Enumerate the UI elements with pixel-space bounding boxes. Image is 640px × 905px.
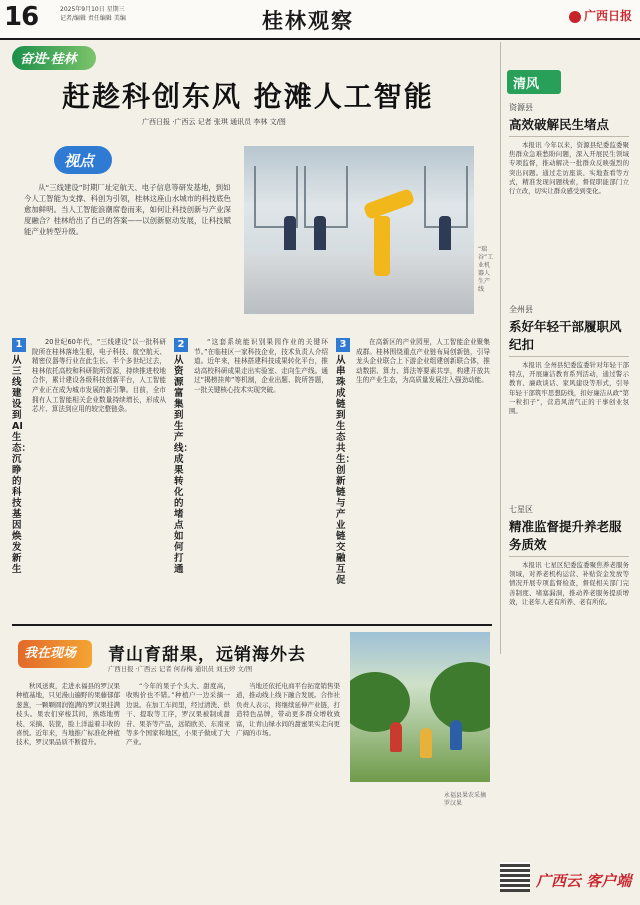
feature-byline: 广西日报 ·广西云 记者 何春梅 通讯员 刘玉婷 文/图 <box>108 665 253 673</box>
feature-badge <box>18 636 98 672</box>
section-column-1 <box>12 338 168 620</box>
paper-name: 广西日报 <box>583 9 632 23</box>
rail-title: 高效破解民生堵点 <box>509 115 629 137</box>
feature-text-col-3: 当地还依托电商平台拓宽销售渠道，推动线上线下融合发展。合作社负责人表示，将继续延伸产业链，打造特色品牌，带动更多群众增收致富，让青山绿水间的甜蜜果实走向更广阔的市场。 <box>236 682 340 738</box>
intro-text: 从“三线建设”时期厂址定航天、电子信息等研发基地，到如今人工智能为支撑、科创为引领，桂林这座山水城市的科技底色愈加鲜明。当人工智能浪潮席卷而来，如何让科技创新与产业深度融合？桂林给出了自己的答案——以创新驱动发展，让科技赋能产业转型升级。 <box>24 183 231 236</box>
app-name: 广西云 客户端 <box>536 872 632 890</box>
paper-logo <box>569 7 632 24</box>
section-heading-text: 从三线建设到AI生态：沉睁的科技基因焕发新生 <box>12 355 32 575</box>
section-text: “这套系统能识别果园作业的关键环节。”在临桂区一家科技企业，技术负责人介绍道。近年来，桂林搭建科技成果转化平台，推动高校科研成果走出实验室、走向生产线。通过“揭榜挂帅”等机制，企业出题、院所答题，一批关键核心技术实现突破。 <box>194 338 328 394</box>
feature-text-col-1: 秋风送爽，走进永福县的罗汉果种植基地，只见漫山遍野的果藤郁郁葱葱，一颗颗圆润饱满的罗汉果挂满枝头。果农们穿梭其间，熟练地剪枝、采摘、装筐，脸上洋溢着丰收的喜悦。近年来，当地推广标准化种植技术，罗汉果品质不断提升。 <box>16 682 120 747</box>
section-text: 在高新区的产业园里，人工智能企业聚集成群。桂林围绕重点产业链布局创新链，引导龙头企业联合上下游企业组建创新联合体，推动数据、算力、算法等要素共享，构建开放共生的产业生态，为高质量发展注入强劲动能。 <box>356 338 490 385</box>
lead-body <box>12 338 492 620</box>
section-number: 1 <box>12 338 26 352</box>
qr-code-icon <box>500 862 530 892</box>
robot-arm-base <box>374 216 390 276</box>
rail-badge-text: 清风 <box>513 77 540 92</box>
worker-figure <box>314 216 326 250</box>
section-heading-text: 从资源富集到生产线：成果转化的堵点如何打通 <box>174 355 194 575</box>
section-title: 桂林观察 <box>262 8 354 33</box>
worker-figure <box>284 216 296 250</box>
shelf-rack <box>304 166 348 228</box>
section-text: 20世纪60年代，“三线建设”以一批科研院所在桂林落地生根，电子科技、航空航天、精密仪器等行业在此生长。半个多世纪过去，桂林依托高校和科研院所资源，持续推进校地合作，累计建设各级科技创新平台，人工智能产业正在成为城市发展的新引擎。目前，全市拥有人工智能相关企业数量持续增长，形成从芯片、算法到应用的较完整链条。 <box>32 338 166 414</box>
rail-badge <box>507 70 561 94</box>
section-number: 2 <box>174 338 188 352</box>
page-number: 16 <box>4 2 39 32</box>
masthead-meta <box>60 5 126 23</box>
rail-title: 系好年轻干部履职风纪扣 <box>509 317 629 357</box>
robot-arm-limb <box>363 188 415 220</box>
worker-figure <box>439 216 451 250</box>
farmer-figure <box>420 728 432 758</box>
intro-badge-text: 视点 <box>64 152 95 170</box>
lead-photo-caption: “瑞谷”工业机器人生产线 <box>478 246 494 293</box>
rail-text: 本报讯 全州县纪委监委针对年轻干部特点，开展廉洁教育系列活动，通过警示教育、廉政谈话、家风建设等形式，引导年轻干部筑牢思想防线，扣好廉洁从政“第一粒扣子”，营造风清气正的干事创业氛围。 <box>509 361 629 416</box>
masthead-bar <box>0 0 640 40</box>
sun-icon <box>569 11 581 23</box>
intro-badge <box>54 146 124 176</box>
feature-photo-caption: 永福县果农采摘罗汉果 <box>444 792 487 807</box>
robot-arm-image <box>354 186 424 276</box>
section-heading-text: 从串珠成链到生态共生：创新链与产业链交融互促 <box>336 355 356 586</box>
app-logo <box>500 860 636 900</box>
farmer-figure <box>390 722 402 752</box>
right-rail <box>500 42 633 654</box>
column-badge-text: 奋进·桂林 <box>20 52 77 67</box>
section-column-2 <box>174 338 330 620</box>
rail-dek: 全州县 <box>509 305 533 314</box>
farmer-figure <box>450 720 462 750</box>
rail-dek: 资源县 <box>509 103 533 112</box>
rail-article-3 <box>509 504 629 700</box>
rail-text: 本报讯 七星区纪委监委聚焦养老服务领域，对养老机构运营、补贴资金发放等情况开展专项监督检查，督促相关部门完善制度、堵塞漏洞，推动养老服务提质增效，让老年人老有所养、老有所依。 <box>509 561 629 606</box>
column-badge <box>12 42 132 72</box>
feature-badge-text: 我在现场 <box>24 646 77 661</box>
lead-title: 赶趁科创东风 抢滩人工智能 <box>62 80 434 113</box>
masthead-date: 2025年9月10日 星期三 <box>60 6 125 13</box>
feature-title: 青山育甜果，远销海外去 <box>108 645 306 665</box>
section-column-3 <box>336 338 492 620</box>
section-heading-2 <box>174 338 194 575</box>
lead-photo <box>244 146 474 314</box>
rail-article-2 <box>509 304 629 500</box>
lead-headline <box>12 42 492 142</box>
intro-box <box>14 146 236 336</box>
feature-photo <box>350 632 490 782</box>
tree-shape <box>350 672 410 732</box>
section-heading-1 <box>12 338 32 575</box>
rail-title: 精准监督提升养老服务质效 <box>509 517 629 557</box>
rail-text: 本报讯 今年以来，资源县纪委监委聚焦群众急难愁盼问题，深入开展民生领域专项监督，推动解决一批群众反映强烈的突出问题。通过走访座谈、实地查看等方式，精准发现问题线索，督促职能部门立行立改，切实让群众感受到变化。 <box>509 141 629 196</box>
feature-text-col-2: “今年的果子个头大、甜度高，收购价也不错。”种植户一边采摘一边说。在加工车间里，经过清洗、烘干、提取等工序，罗汉果被制成甜苷、果茶等产品，远销欧美、东南亚等多个国家和地区，小果子做成了大产业。 <box>126 682 230 747</box>
rail-dek: 七星区 <box>509 505 533 514</box>
lead-byline: 广西日报 ·广西云 记者 张琪 通讯员 李林 文/图 <box>142 118 286 126</box>
section-heading-3 <box>336 338 356 586</box>
section-number: 3 <box>336 338 350 352</box>
feature-article <box>12 624 492 896</box>
rail-article-1 <box>509 102 629 298</box>
masthead-staff: 记者/编辑 责任编辑 美编 <box>60 15 126 22</box>
